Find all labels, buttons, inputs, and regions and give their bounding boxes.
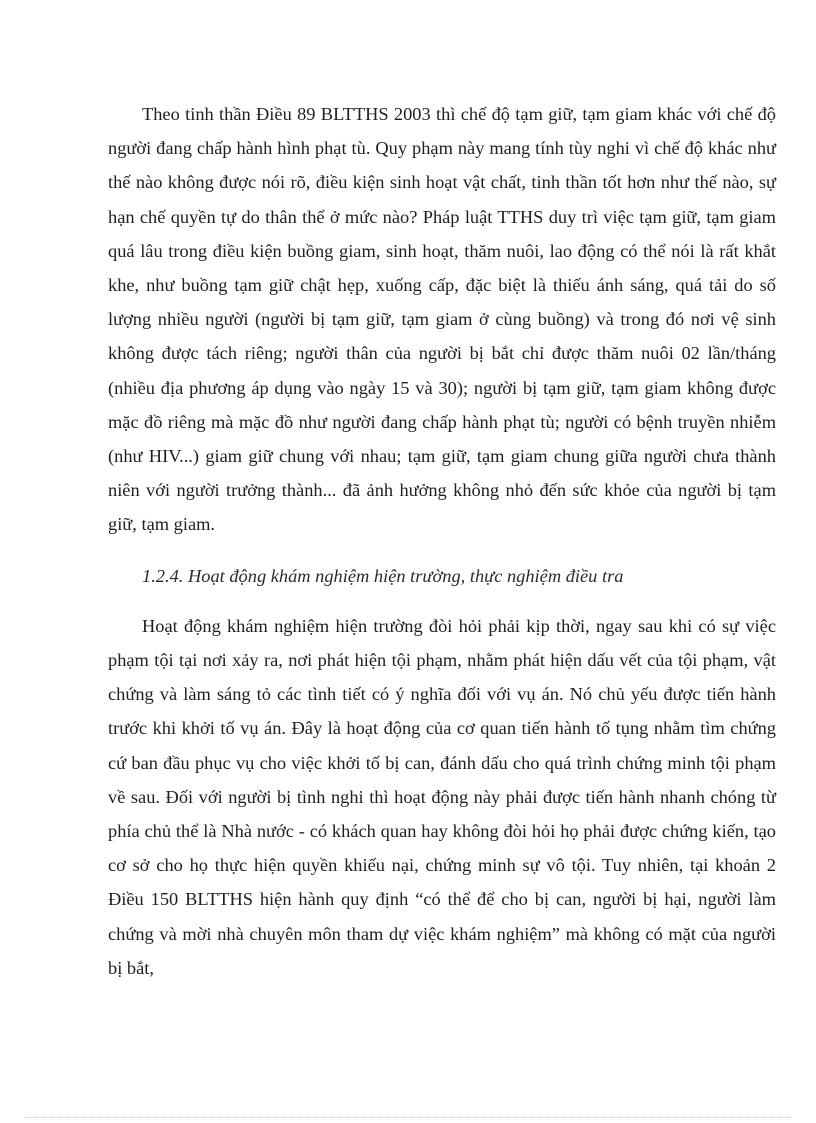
paragraph-2: Hoạt động khám nghiệm hiện trường đòi hỏi phải kịp thời, ngay sau khi có sự việc phạm tội tại nơi xảy ra, nơi phát hiện tội phạm, nhằm phát hiện dấu vết của tội phạm, vật chứng và làm sáng tỏ các tình tiết có ý nghĩa đối với vụ án. Nó chủ yếu được tiến hành trước khi khởi tố vụ án. Đây là hoạt động của cơ quan tiến hành tố tụng nhằm tìm chứng cứ ban đầu phục vụ cho việc khởi tố bị can, đánh dấu cho quá trình chứng minh tội phạm về sau. Đối với người bị tình nghi thì hoạt động này phải được tiến hành nhanh chóng từ phía chủ thể là Nhà nước - có khách quan hay không đòi hỏi họ phải được chứng kiến, tạo cơ sở cho họ thực hiện quyền khiếu nại, chứng minh sự vô tội. Tuy nhiên, tại khoản 2 Điều 150 BLTTHS hiện hành quy định “có thể để cho bị can, người bị hại, người làm chứng và mời nhà chuyên môn tham dự việc khám nghiệm” mà không có mặt của người bị bắt, (108, 615, 776, 978)
document-body (108, 97, 776, 985)
paragraph-1: Theo tinh thần Điều 89 BLTTHS 2003 thì chế độ tạm giữ, tạm giam khác với chế độ người đang chấp hành hình phạt tù. Quy phạm này mang tính tùy nghi vì chế độ khác như thế nào không được nói rõ, điều kiện sinh hoạt vật chất, tinh thần tốt hơn như thế nào, sự hạn chế quyền tự do thân thể ở mức nào? Pháp luật TTHS duy trì việc tạm giữ, tạm giam quá lâu trong điều kiện buồng giam, sinh hoạt, thăm nuôi, lao động có thể nói là rất khắt khe, như buồng tạm giữ chật hẹp, xuống cấp, đặc biệt là thiếu ánh sáng, quá tải do số lượng nhiều người (người bị tạm giữ, tạm giam ở cùng buồng) và trong đó nơi vệ sinh không được tách riêng; người thân của người bị bắt chỉ được thăm nuôi 02 lần/tháng (nhiều địa phương áp dụng vào ngày 15 và 30); người bị tạm giữ, tạm giam không được mặc đồ riêng mà mặc đồ như người đang chấp hành phạt tù; người có bệnh truyền nhiễm (như HIV...) giam giữ chung với nhau; tạm giữ, tạm giam chung giữa người chưa thành niên với người trưởng thành... đã ảnh hưởng không nhỏ đến sức khỏe của người bị tạm giữ, tạm giam. (108, 104, 776, 535)
section-heading: 1.2.4. Hoạt động khám nghiệm hiện trường, thực nghiệm điều tra (142, 565, 624, 586)
footer-divider (24, 1117, 792, 1118)
